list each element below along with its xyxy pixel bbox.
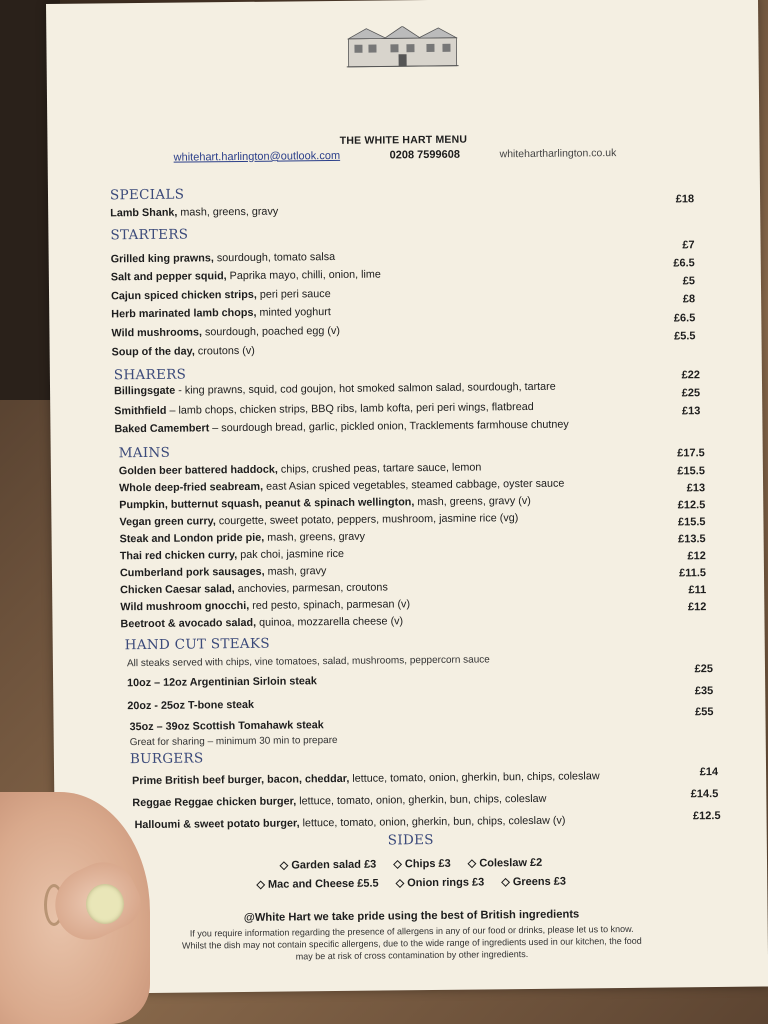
steaks-heading: HAND CUT STEAKS (124, 635, 270, 654)
starters-heading: STARTERS (110, 226, 189, 244)
menu-item: Grilled king prawns, sourdough, tomato salsa (110, 250, 336, 266)
phone-number: 0208 7599608 (389, 148, 461, 162)
menu-item: Chicken Caesar salad, anchovies, parmesan, croutons (120, 581, 388, 597)
website-text: whitehartharlington.co.uk (499, 147, 617, 161)
side-item: ◇ Onion rings £3 (395, 876, 485, 890)
menu-item: Vegan green curry, courgette, sweet potato, peppers, mushroom, jasmine rice (vg) (119, 512, 519, 529)
email-link[interactable]: whitehart.harlington@outlook.com (173, 149, 341, 164)
item-price: £14.5 (690, 788, 719, 801)
item-price: £18 (675, 193, 695, 206)
item-price: £6.5 (673, 257, 695, 270)
item-price: £12.5 (677, 499, 706, 512)
menu-item: Baked Camembert – sourdough bread, garlic, pickled onion, Tracklements farmhouse chutney (114, 418, 569, 436)
pub-building-logo (346, 26, 458, 69)
burgers-heading: BURGERS (129, 750, 204, 768)
menu-sheet (46, 0, 768, 994)
sharing-note: Great for sharing – minimum 30 min to prepare (129, 734, 338, 749)
sides-heading: SIDES (387, 831, 434, 849)
item-price: £5 (682, 275, 696, 288)
item-price: £12.5 (692, 809, 721, 823)
item-price: £13 (686, 482, 706, 495)
menu-item: Steak and London pride pie, mash, greens, gravy (119, 530, 366, 546)
menu-item: 35oz – 39oz Scottish Tomahawk steak (129, 719, 324, 734)
item-price: £25 (681, 387, 701, 400)
item-price: £11.5 (679, 567, 707, 580)
item-price: £15.5 (677, 516, 706, 529)
side-item: ◇ Mac and Cheese £5.5 (256, 877, 379, 891)
item-price: £5.5 (674, 330, 696, 343)
footer-title: @White Hart we take pride using the best of British ingredients (243, 908, 580, 924)
menu-item: Cajun spiced chicken strips, peri peri sauce (111, 288, 331, 303)
menu-item: Reggae Reggae chicken burger, lettuce, tomato, onion, gherkin, bun, chips, coleslaw (132, 792, 547, 810)
menu-item: Thai red chicken curry, pak choi, jasmine rice (119, 547, 345, 563)
item-price: £14 (699, 766, 719, 779)
menu-item: Lamb Shank, mash, greens, gravy (110, 205, 279, 220)
side-item: ◇ Greens £3 (501, 875, 567, 889)
item-price: £22 (681, 369, 700, 382)
sides-row-2 (55, 872, 767, 892)
item-price: £8 (682, 293, 696, 306)
menu-item: Halloumi & sweet potato burger, lettuce, tomato, onion, gherkin, bun, chips, coleslaw (v) (134, 814, 566, 832)
item-price: £13.5 (678, 533, 706, 546)
item-price: £12 (687, 550, 706, 563)
steaks-note: All steaks served with chips, vine tomatoes, salad, mushrooms, peppercorn sauce (126, 654, 490, 670)
side-item: ◇ Garden salad £3 (279, 858, 377, 872)
menu-item: Pumpkin, butternut squash, peanut & spinach wellington, mash, greens, gravy (v) (119, 494, 531, 512)
menu-item: 10oz – 12oz Argentinian Sirloin steak (127, 675, 317, 690)
menu-item: Smithfield – lamb chops, chicken strips, BBQ ribs, lamb kofta, peri peri wings, flatbread (114, 400, 534, 418)
allergen-line-1: If you require information regarding the presence of allergens in any of our food or drinks, please let us to know. (189, 923, 634, 939)
menu-item: Wild mushroom gnocchi, red pesto, spinach, parmesan (v) (120, 598, 411, 614)
item-price: £6.5 (673, 312, 696, 325)
allergen-line-2: Whilst the dish may not contain specific allergens, due to the wide range of ingredients used in our kitchen, the food (181, 935, 642, 951)
menu-item: 20oz - 25oz T-bone steak (127, 698, 255, 713)
side-item: ◇ Coleslaw £2 (467, 856, 543, 870)
item-price: £17.5 (677, 447, 705, 460)
item-price: £11 (688, 584, 707, 597)
sharers-heading: SHARERS (113, 366, 187, 384)
menu-item: Beetroot & avocado salad, quinoa, mozzarella cheese (v) (120, 615, 404, 631)
menu-item: Salt and pepper squid, Paprika mayo, chilli, onion, lime (110, 268, 381, 284)
side-item: ◇ Chips £3 (393, 857, 451, 871)
sides-row-1 (55, 853, 767, 873)
mains-heading: MAINS (118, 444, 171, 462)
menu-title: THE WHITE HART MENU (339, 133, 468, 147)
menu-item: Soup of the day, croutons (v) (111, 344, 255, 359)
item-price: £35 (694, 685, 714, 698)
item-price: £15.5 (677, 465, 705, 478)
item-price: £25 (694, 663, 714, 676)
item-price: £12 (687, 601, 707, 614)
item-price: £55 (695, 706, 714, 719)
menu-item: Cumberland pork sausages, mash, gravy (119, 565, 327, 580)
menu-item: Billingsgate - king prawns, squid, cod goujon, hot smoked salmon salad, sourdough, tartare (113, 380, 556, 398)
item-price: £13 (681, 405, 701, 418)
menu-item: Wild mushrooms, sourdough, poached egg (v) (111, 324, 341, 340)
allergen-line-3: may be at risk of cross contamination by other ingredients. (295, 949, 529, 962)
menu-item: Prime British beef burger, bacon, cheddar, lettuce, tomato, onion, gherkin, bun, chips, coleslaw (132, 770, 600, 788)
menu-item: Herb marinated lamb chops, minted yoghurt (111, 306, 331, 321)
painted-thumbnail (86, 884, 124, 924)
specials-heading: SPECIALS (109, 186, 185, 204)
menu-item: Whole deep-fried seabream, east Asian spiced vegetables, steamed cabbage, oyster sauce (119, 477, 565, 495)
menu-item: Golden beer battered haddock, chips, crushed peas, tartare sauce, lemon (118, 461, 482, 478)
item-price: £7 (682, 239, 695, 252)
